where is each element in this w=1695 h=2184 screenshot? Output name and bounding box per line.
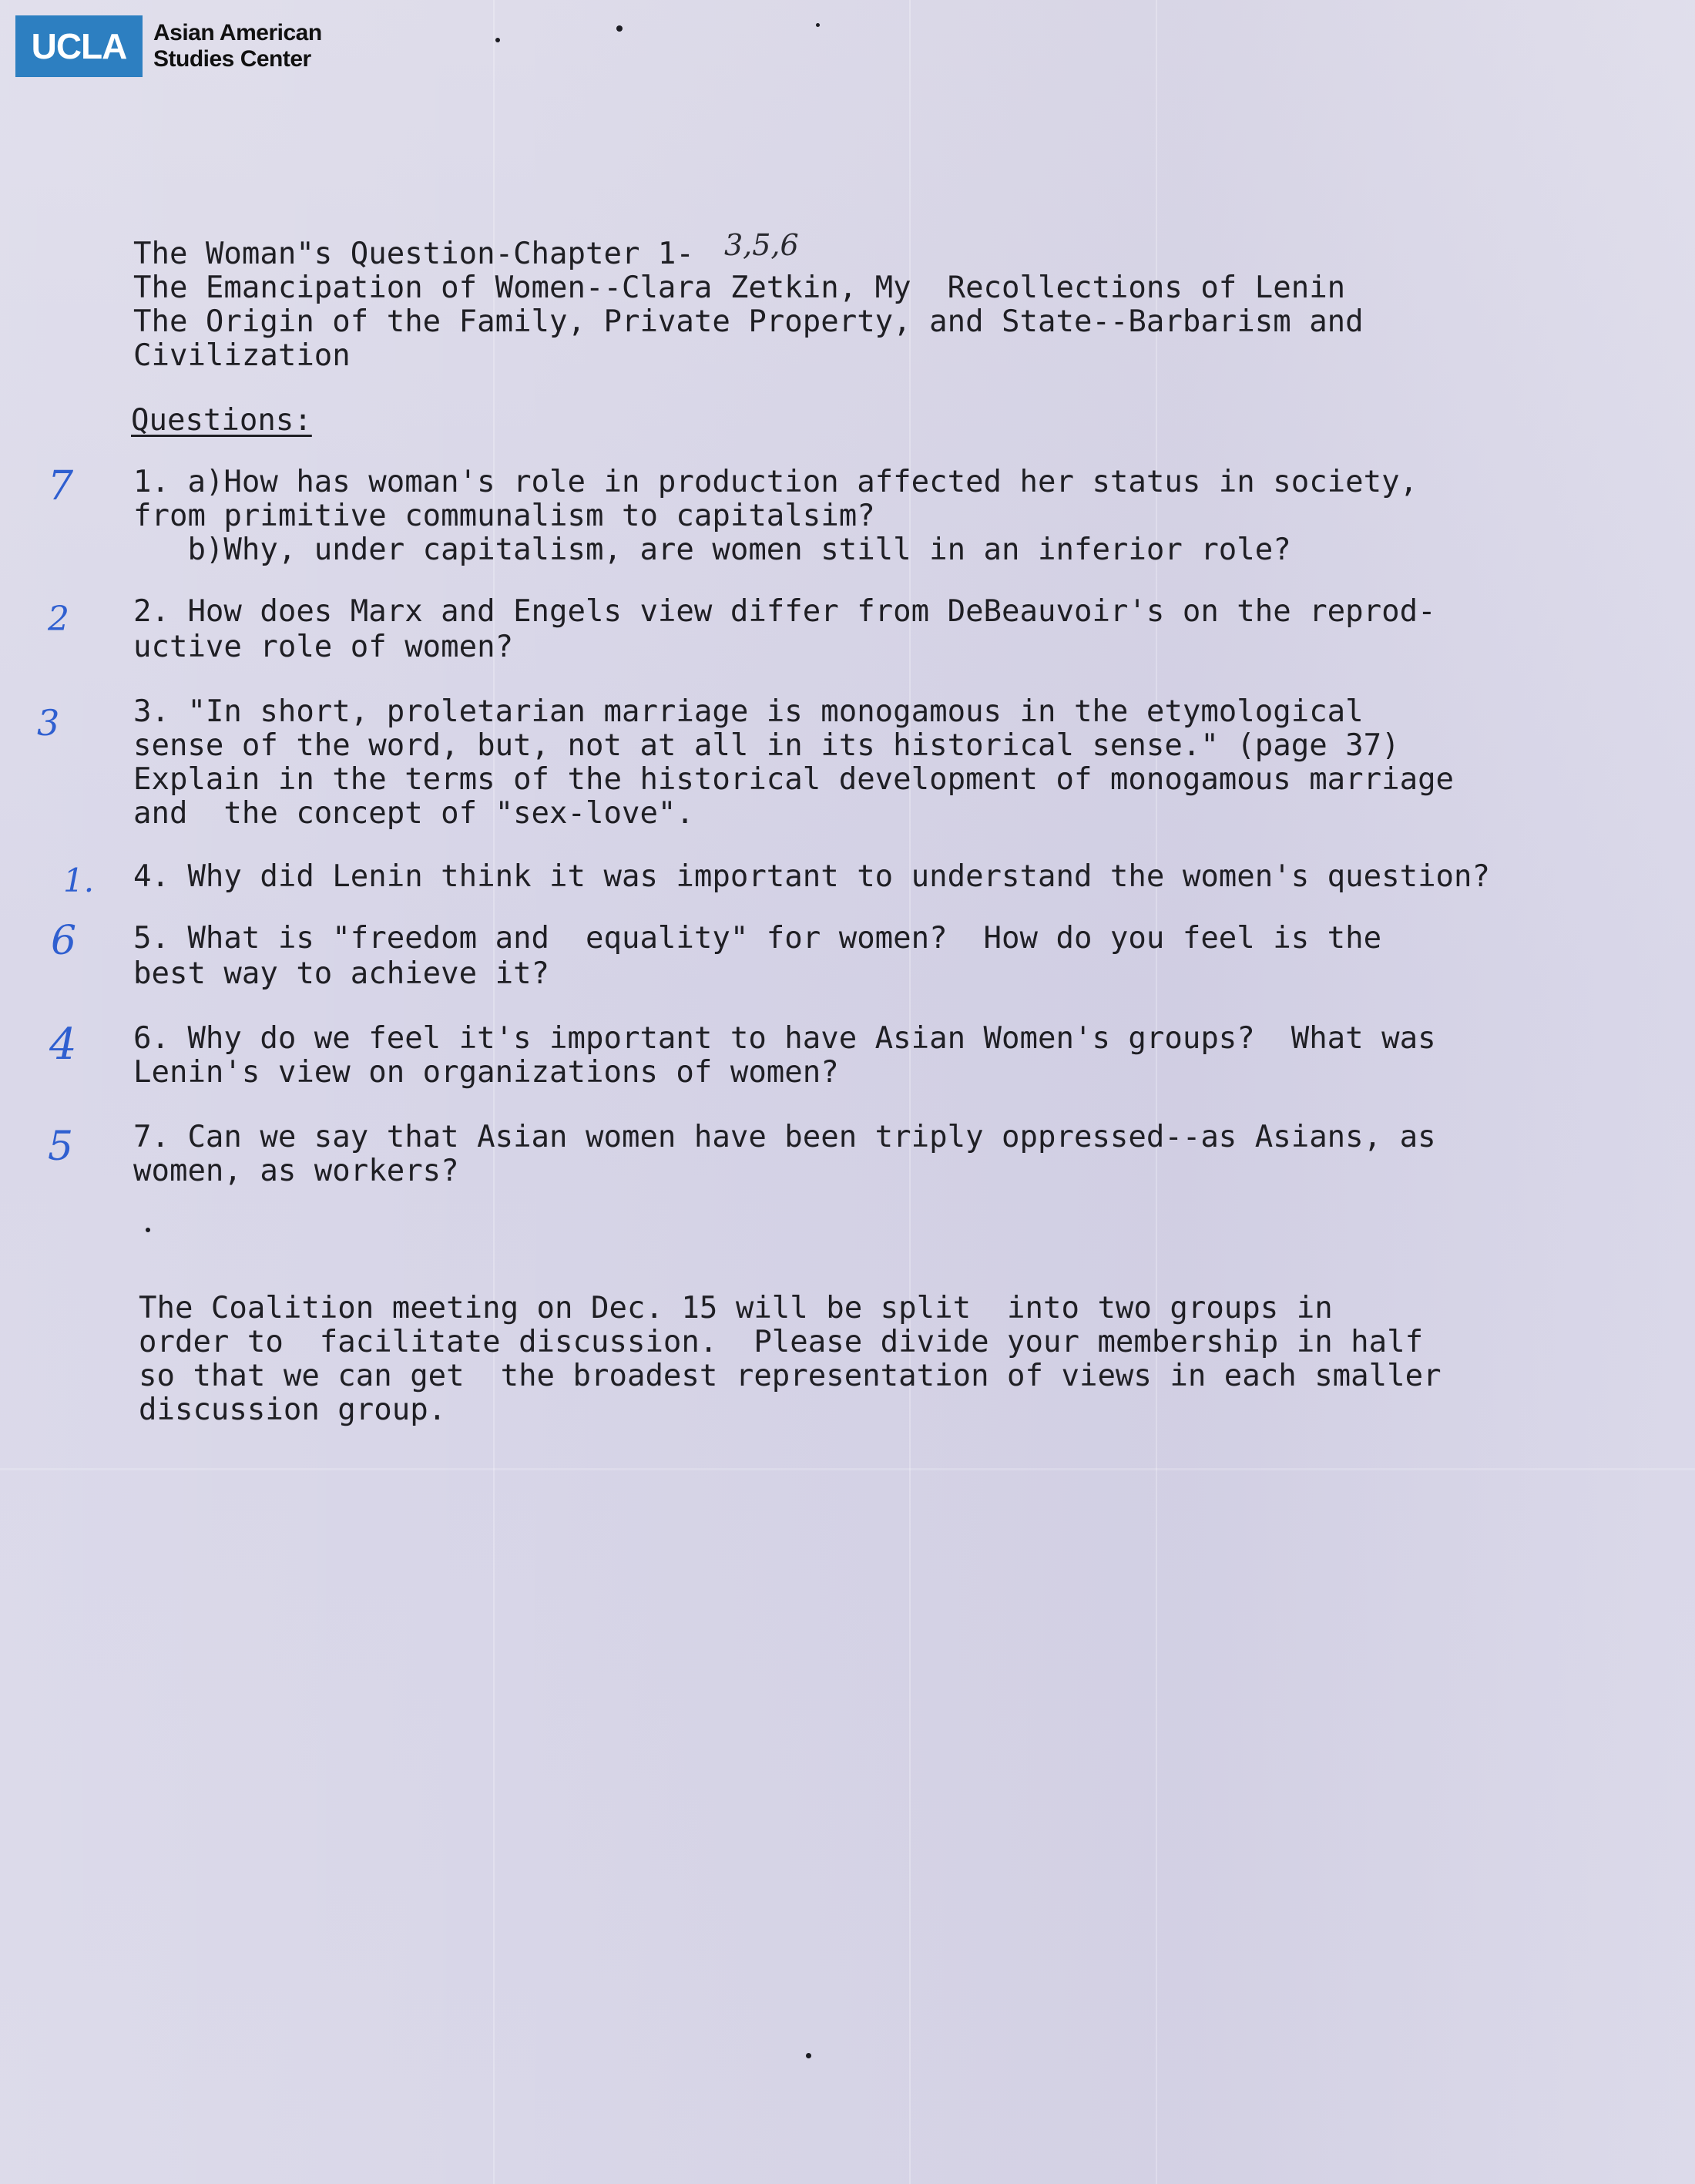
question-3-line-3: Explain in the terms of the historical development of monogamous marriage [133, 762, 1455, 797]
margin-number-q6: 4 [49, 1020, 77, 1070]
ucla-aasc-logo [15, 15, 322, 77]
logo-line-1: Asian American [153, 20, 322, 45]
header-line-3: The Origin of the Family, Private Property, and State--Barbarism and [133, 304, 1364, 339]
question-3-line-4: and the concept of "sex-love". [133, 796, 694, 831]
question-6-line-2: Lenin's view on organizations of women? [133, 1055, 839, 1090]
question-1-line-1: 1. a)How has woman's role in production affected her status in society, [133, 465, 1418, 499]
ink-speck [616, 25, 623, 32]
header-line-1: The Woman"s Question-Chapter 1- [133, 237, 694, 271]
question-3-line-1: 3. "In short, proletarian marriage is monogamous in the etymological [133, 694, 1364, 729]
margin-number-q3: 3 [37, 702, 60, 744]
question-5-line-1: 5. What is "freedom and equality" for women? How do you feel is the [133, 921, 1382, 956]
question-3-line-2: sense of the word, but, not at all in its historical sense." (page 37) [133, 728, 1400, 763]
margin-number-q1: 7 [48, 463, 74, 509]
ucla-logo-mark: UCLA [15, 15, 143, 77]
question-7-line-2: women, as workers? [133, 1154, 459, 1188]
margin-number-q5: 6 [51, 918, 77, 964]
question-5-line-2: best way to achieve it? [133, 956, 550, 991]
questions-heading: Questions: [131, 403, 312, 438]
question-2-line-2: uctive role of women? [133, 630, 514, 664]
logo-line-2: Studies Center [153, 46, 311, 72]
note-line-2: order to facilitate discussion. Please divide your membership in half [139, 1325, 1424, 1359]
question-2-line-1: 2. How does Marx and Engels view differ from DeBeauvoir's on the reprod- [133, 594, 1436, 629]
header-line-2: The Emancipation of Women--Clara Zetkin, My Recollections of Lenin [133, 270, 1346, 305]
margin-number-q2: 2 [48, 600, 69, 639]
question-6-line-1: 6. Why do we feel it's important to have Asian Women's groups? What was [133, 1021, 1436, 1056]
header-line-4: Civilization [133, 338, 351, 373]
fold-line [0, 1468, 1695, 1470]
question-4-line-1: 4. Why did Lenin think it was important to understand the women's question? [133, 859, 1490, 894]
ink-speck [816, 23, 820, 27]
chapter-handwritten-edit: 3,5,6 [724, 228, 799, 262]
margin-number-q4: 1. [63, 862, 95, 899]
logo-text [153, 15, 322, 77]
note-line-3: so that we can get the broadest representation of views in each smaller [139, 1359, 1442, 1393]
note-line-4: discussion group. [139, 1393, 447, 1427]
ink-speck [806, 2053, 811, 2058]
ink-speck [495, 38, 500, 42]
question-1-line-3: b)Why, under capitalism, are women still in an inferior role? [133, 533, 1291, 567]
margin-number-q7: 5 [48, 1124, 74, 1170]
ink-speck [146, 1228, 150, 1232]
note-line-1: The Coalition meeting on Dec. 15 will be split into two groups in [139, 1291, 1333, 1326]
question-7-line-1: 7. Can we say that Asian women have been triply oppressed--as Asians, as [133, 1120, 1436, 1154]
question-1-line-2: from primitive communalism to capitalsim? [133, 499, 875, 533]
